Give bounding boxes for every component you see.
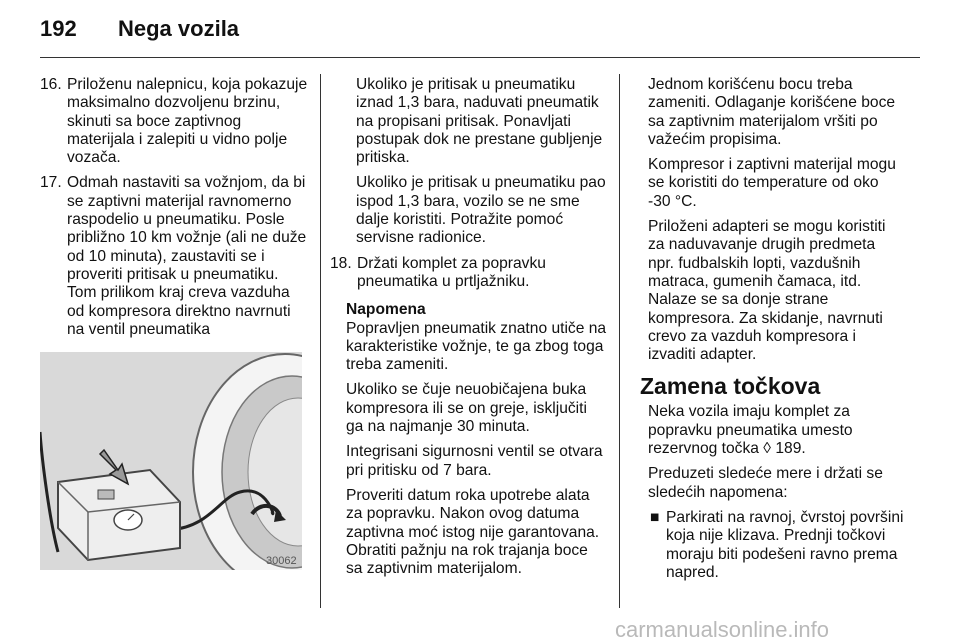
item-text: Odmah nastaviti sa vožnjom, da bi se zaptivni materijal ravnomerno raspodelio u pneumatiku. Posle približno 10 km vožnje (ali ne duže od 10 minuta), zaustaviti se i proveriti pritisak u pneumatiku. Tom prilikom kraj creva vazduha od kompresora direktno navrnuti na ventil pneumatika — [67, 174, 307, 338]
list-item-17 — [40, 174, 308, 339]
paragraph: Jednom korišćenu bocu treba zameniti. Odlaganje korišćene boce sa zaptivnim materijalom vršiti po važećim propisima. — [648, 76, 896, 148]
item-text: Priloženu nalepnicu, koja pokazuje maksimalno dozvoljenu brzinu, skinuti sa boce zaptivnog materijala i zalepiti u vidno polje vozača. — [67, 76, 308, 167]
compressor-illustration — [40, 352, 302, 570]
list-item-16 — [40, 76, 308, 167]
paragraph: Ukoliko se čuje neuobičajena buka kompresora ili se on greje, isključiti ga na najmanje 30 minuta. — [346, 381, 587, 436]
item-number: 17. — [40, 174, 62, 192]
bullet-item — [648, 509, 904, 582]
bullet-text: Parkirati na ravnoj, čvrstoj površini koja nije klizava. Prednji točkovi moraju biti podešeni ravno prema napred. — [666, 508, 904, 581]
item-number: 16. — [40, 76, 62, 93]
paragraph: Ukoliko je pritisak u pneumatiku pao ispod 1,3 bara, vozilo se ne sme dalje koristiti. Potražite pomoć servisne radionice. — [356, 174, 606, 247]
paragraph: Proveriti datum roka upotrebe alata za popravku. Nakon ovog datuma zaptivna moć istog nije garantovana. Obratiti pažnju na rok trajanja boce sa zaptivnim materijalom. — [346, 486, 600, 578]
page-title: Nega vozila — [118, 16, 240, 41]
watermark: carmanualsonline.info — [615, 617, 830, 642]
paragraph: Kompresor i zaptivni materijal mogu se koristiti do temperature od oko -30 °C. — [648, 156, 896, 210]
page-number: 192 — [40, 16, 77, 41]
bullet-icon: ■ — [650, 508, 660, 526]
paragraph: Ukoliko je pritisak u pneumatiku iznad 1,3 bara, naduvati pneumatik na propisani pritisak. Ponavljati postupak dok ne prestane gubljenje pritiska. — [356, 76, 603, 167]
paragraph-text: Neka vozila imaju komplet za popravku pneumatika umesto rezervnog točka — [648, 403, 853, 458]
paragraph: Integrisani sigurnosni ventil se otvara pri pritisku od 7 bara. — [346, 443, 603, 479]
paragraph: Preduzeti sledeće mere i držati se sledećih napomena: — [648, 465, 883, 501]
page-ref-icon: ◊ — [763, 440, 772, 458]
paragraph — [648, 403, 904, 458]
page-ref[interactable]: 189. — [775, 440, 806, 458]
paragraph: Priloženi adapteri se mogu koristiti za naduvavanje drugih predmeta npr. fudbalskih lopti, vazdušnih matraca, gumenih čamaca, itd. Nalaze se sa donje strane kompresora. Za skidanje, navrnuti crevo za vazduh kompresora i izvaditi adapter. — [648, 218, 886, 364]
item-number: 18. — [330, 254, 352, 272]
figure-label: 30062 — [266, 555, 297, 567]
note-heading: Napomena — [346, 301, 426, 319]
item-text: Držati komplet za popravku pneumatika u prtljažniku. — [357, 254, 546, 290]
page-header — [40, 16, 239, 42]
column-2 — [330, 76, 608, 585]
header-rule — [40, 57, 920, 58]
list-item-18 — [330, 255, 608, 292]
column-3 — [640, 76, 904, 582]
column-1 — [40, 76, 308, 346]
section-title: Zamena točkova — [640, 373, 821, 400]
column-divider-1 — [320, 74, 321, 608]
note-text: Popravljen pneumatik znatno utiče na karakteristike vožnje, te ga zbog toga treba zameniti. — [346, 319, 607, 374]
column-divider-2 — [619, 74, 620, 608]
